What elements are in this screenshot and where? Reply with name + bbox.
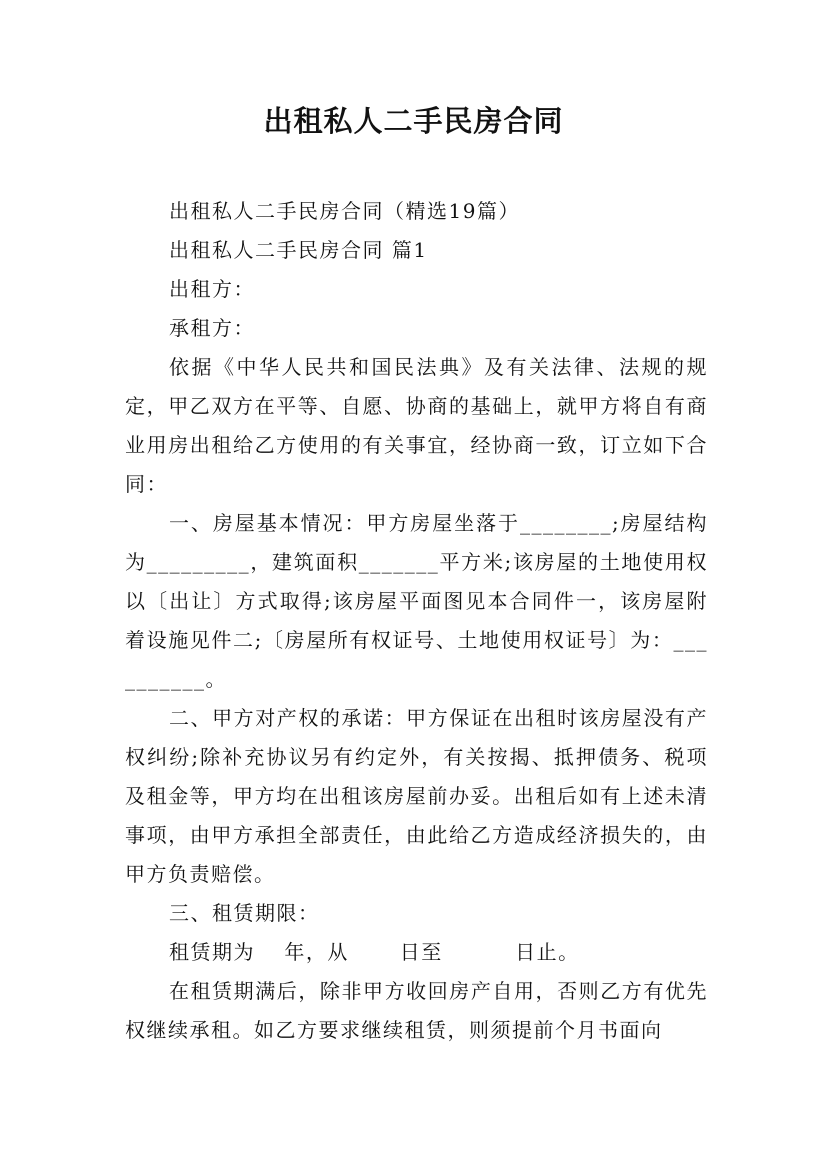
renewal-paragraph: 在租赁期满后，除非甲方收回房产自用，否则乙方有优先权继续承租。如乙方要求继续租赁，则须提前个月书面向 [125, 979, 708, 1042]
document-body [125, 192, 708, 1050]
clause-3-heading: 三、租赁期限： [169, 901, 320, 925]
section-heading: 出租私人二手民房合同 篇1 [169, 238, 428, 262]
preamble-paragraph: 依据《中华人民共和国民法典》及有关法律、法规的规定，甲乙双方在平等、自愿、协商的基础上，就甲方将自有商业用房出租给乙方使用的有关事宜，经协商一致，订立如下合同： [125, 355, 708, 496]
lessee-line: 承租方： [169, 316, 255, 340]
document-title: 出租私人二手民房合同 [263, 104, 564, 138]
clause-2-paragraph: 二、甲方对产权的承诺：甲方保证在出租时该房屋没有产权纠纷;除补充协议另有约定外，有关按揭、抵押债务、税项及租金等，甲方均在出租该房屋前办妥。出租后如有上述未清事项，由甲方承担全部责任，由此给乙方造成经济损失的，由甲方负责赔偿。 [125, 706, 708, 886]
subtitle-paragraph: 出租私人二手民房合同（精选19篇） [169, 199, 520, 223]
clause-1-paragraph: 一、房屋基本情况：甲方房屋坐落于________;房屋结构为_________，建筑面积_______平方米;该房屋的土地使用权以〔出让〕方式取得;该房屋平面图见本合同件一，该房屋附着设施见件二;〔房屋所有权证号、土地使用权证号〕为：__________。 [125, 511, 708, 691]
lease-term-paragraph: 租赁期为 年，从 日至 日止。 [169, 940, 580, 964]
lessor-line: 出租方： [169, 277, 255, 301]
